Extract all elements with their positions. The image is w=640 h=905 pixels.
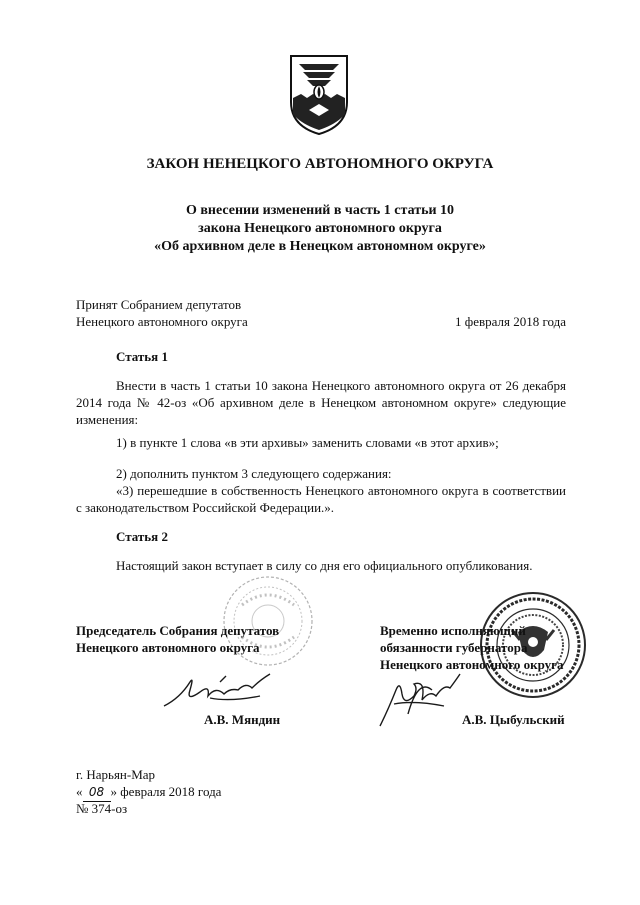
- footer-city: г. Нарьян-Мар: [76, 767, 156, 782]
- article-2-heading: Статья 2: [116, 529, 168, 544]
- footer-law-number: № 374-оз: [76, 801, 128, 816]
- adoption-date: 1 февраля 2018 года: [455, 314, 566, 329]
- left-handwritten-signature: [160, 668, 280, 713]
- coat-of-arms-emblem: [287, 54, 351, 136]
- article-1-item-2-text: «3) перешедшие в собственность Ненецкого автономного округа в соответствии с законодательством Российской Федерации.».: [76, 483, 566, 515]
- document-subtitle-line-2: закона Ненецкого автономного округа: [198, 221, 442, 236]
- document-subtitle-line-3: «Об архивном деле в Ненецком автономном округе»: [154, 239, 486, 254]
- right-signatory-title-line-2: обязанности губернатора: [380, 640, 528, 655]
- left-signatory-title-line-1: Председатель Собрания депутатов: [76, 623, 280, 638]
- adoption-line-1: Принят Собранием депутатов: [76, 297, 242, 312]
- footer-date-day: 08: [83, 784, 111, 802]
- article-1-item-1: 1) в пункте 1 слова «в эти архивы» заменить словами «в этот архив»;: [116, 435, 499, 450]
- right-handwritten-signature: [374, 670, 464, 730]
- footer-date-suffix: » февраля 2018 года: [110, 784, 222, 799]
- right-signatory-title-line-1: Временно исполняющий: [380, 623, 526, 638]
- document-subtitle-line-1: О внесении изменений в часть 1 статьи 10: [185, 203, 455, 218]
- footer-date-prefix: «: [76, 784, 83, 799]
- right-signatory-title-line-3: Ненецкого автономного округа: [380, 657, 564, 672]
- article-1-item-2: 2) дополнить пунктом 3 следующего содержания:: [116, 466, 392, 481]
- left-signatory-title-line-2: Ненецкого автономного округа: [76, 640, 260, 655]
- article-1-heading: Статья 1: [116, 349, 168, 364]
- adoption-line-2: Ненецкого автономного округа: [76, 314, 248, 329]
- right-signatory-name: А.В. Цыбульский: [462, 712, 565, 727]
- article-2-text: Настоящий закон вступает в силу со дня его официального опубликования.: [116, 558, 533, 573]
- document-title: ЗАКОН НЕНЕЦКОГО АВТОНОМНОГО ОКРУГА: [146, 156, 494, 172]
- left-signatory-name: А.В. Мяндин: [204, 712, 281, 727]
- article-1-intro: Внести в часть 1 статьи 10 закона Ненецкого автономного округа от 26 декабря 2014 года № 42-оз «Об архивном деле в Ненецком автономном округе» следующие изменения:: [76, 378, 566, 427]
